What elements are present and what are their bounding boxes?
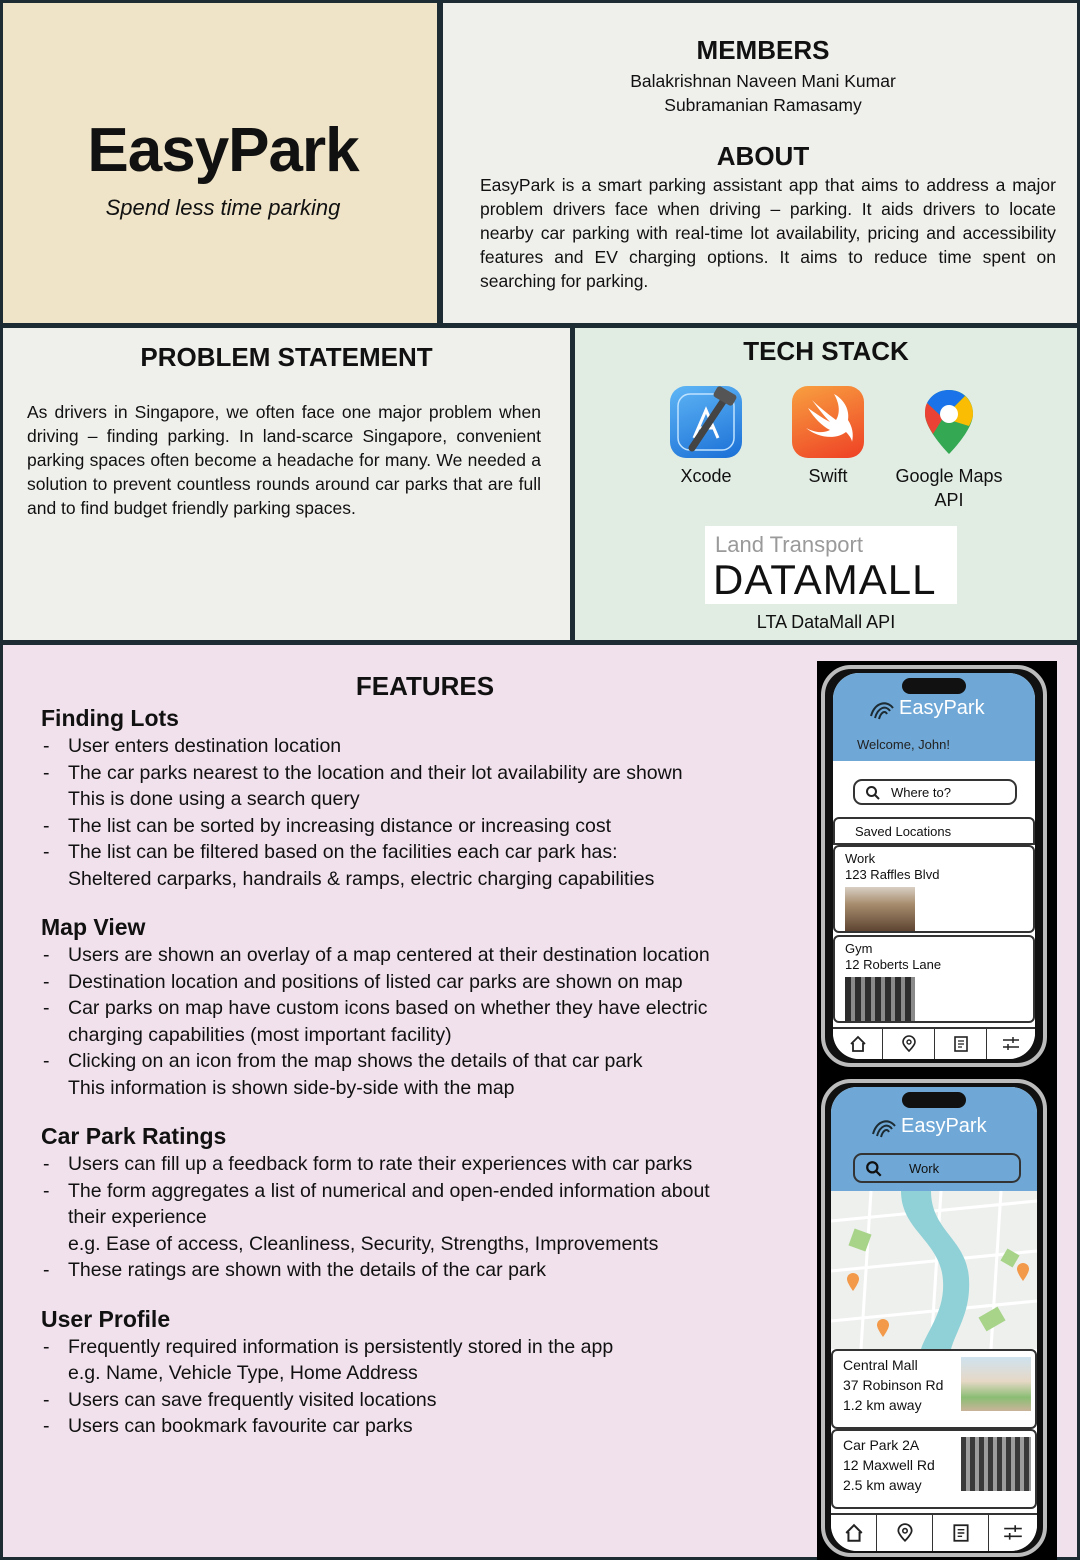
tab-list[interactable]: [933, 1515, 989, 1551]
list-item[interactable]: [833, 845, 1035, 933]
swift-icon: [792, 386, 864, 458]
xcode-icon: [670, 386, 742, 458]
feature-bullet-line: their experience: [68, 1206, 207, 1228]
feature-section: [41, 1304, 801, 1440]
members-list: [443, 69, 1080, 117]
tab-list[interactable]: [935, 1029, 987, 1059]
feature-bullet-line: - Users can fill up a feedback form to rate their experiences with car parks: [68, 1153, 693, 1175]
tab-home[interactable]: [831, 1515, 877, 1551]
member-name: Balakrishnan Naveen Mani Kumar: [630, 71, 896, 91]
phone-logo: EasyPark: [869, 697, 985, 720]
welcome-text: Welcome, John!: [857, 737, 950, 752]
feature-bullet: [41, 995, 801, 1048]
app-tagline: Spend less time parking: [105, 195, 341, 220]
list-item[interactable]: [831, 1349, 1037, 1429]
google-maps-icon: [913, 386, 985, 458]
tab-settings[interactable]: [987, 1029, 1035, 1059]
home-icon: [844, 1523, 864, 1543]
tech-label: Xcode: [680, 466, 732, 486]
tab-settings[interactable]: [989, 1515, 1037, 1551]
saved-location-name: Gym: [845, 941, 873, 956]
saved-location-address: 123 Raffles Blvd: [845, 867, 940, 882]
feature-section-title: Map View: [41, 914, 146, 940]
sliders-icon: [1001, 1035, 1021, 1053]
search-placeholder: Where to?: [891, 785, 951, 800]
app-title: EasyPark: [87, 116, 359, 185]
about-heading: ABOUT: [716, 141, 810, 171]
feature-bullet-line: - Users are shown an overlay of a map centered at their destination location: [68, 944, 710, 966]
feature-bullet-line: - The car parks nearest to the location and their lot availability are shown: [68, 761, 683, 784]
tab-map[interactable]: [877, 1515, 933, 1551]
feature-bullet-line: This is done using a search query: [68, 788, 360, 810]
feature-bullet: [41, 1334, 801, 1387]
feature-bullet-line: e.g. Ease of access, Cleanliness, Security, Strengths, Improvements: [68, 1232, 659, 1255]
phone-logo: EasyPark: [871, 1115, 987, 1138]
feature-section: [41, 703, 801, 892]
feature-bullet: [41, 1151, 801, 1178]
tab-home[interactable]: [833, 1029, 883, 1059]
feature-bullet-line: Sheltered carparks, handrails & ramps, electric charging capabilities: [68, 867, 655, 890]
feature-bullet-line: - The form aggregates a list of numerical and open-ended information about: [68, 1179, 710, 1202]
feature-bullet-line: - Clicking on an icon from the map shows the details of that car park: [68, 1050, 643, 1072]
feature-section-title: User Profile: [41, 1305, 171, 1332]
problem-panel: [0, 325, 573, 643]
document-icon: [952, 1035, 970, 1053]
member-name: Subramanian Ramasamy: [664, 95, 862, 115]
title-panel: [0, 0, 440, 326]
datamall-label: LTA DataMall API: [756, 612, 896, 632]
members-about-panel: [440, 0, 1080, 326]
feature-bullet-line: - Users can bookmark favourite car parks: [68, 1415, 413, 1437]
feature-bullet: [41, 813, 801, 840]
problem-text: As drivers in Singapore, we often face one major problem when driving – finding parking. In land-scarce Singapore, convenient parking spaces often become a headache for many. We needed a solution to prevent countless rounds around car parks that are full and to find budget friendly parking spaces.: [27, 402, 541, 518]
saved-location-name: Work: [845, 851, 876, 866]
location-pin-icon: [895, 1523, 915, 1543]
feature-bullet-line: - Frequently required information is persistently stored in the app: [68, 1335, 614, 1358]
feature-bullet-line: charging capabilities (most important facility): [68, 1023, 452, 1046]
datamall-logo: [705, 526, 957, 604]
feature-bullet: [41, 942, 801, 969]
location-thumbnail: [845, 887, 915, 931]
feature-bullet: [41, 760, 801, 813]
tech-item-xcode: [641, 386, 771, 488]
feature-bullet-line: - User enters destination location: [68, 735, 342, 757]
feature-bullet: [41, 969, 801, 996]
list-item[interactable]: [831, 1429, 1037, 1509]
feature-bullet-line: - Destination location and positions of listed car parks are shown on map: [68, 970, 683, 993]
map-view[interactable]: [831, 1191, 1037, 1349]
carpark-name: Car Park 2A: [843, 1437, 920, 1453]
feature-bullet-line: - These ratings are shown with the details of the car park: [68, 1259, 546, 1281]
logo-swirl-icon: [871, 1116, 897, 1138]
carpark-thumbnail: [961, 1437, 1031, 1491]
feature-section-title: Finding Lots: [41, 705, 179, 731]
tab-bar: [833, 1027, 1035, 1059]
phone-screen: [831, 1087, 1037, 1551]
carpark-thumbnail: [961, 1357, 1031, 1411]
tech-item-google-maps: [884, 386, 1014, 512]
feature-bullet: [41, 733, 801, 760]
carpark-distance: 1.2 km away: [843, 1397, 922, 1413]
feature-section: [41, 912, 801, 1101]
phone-mockup-map: [817, 1073, 1057, 1560]
datamall-logo-bottom: DATAMALL: [713, 556, 937, 603]
saved-location-address: 12 Roberts Lane: [845, 957, 942, 972]
feature-section-title: Car Park Ratings: [41, 1123, 227, 1149]
tech-heading: TECH STACK: [743, 336, 909, 366]
list-item[interactable]: [833, 935, 1035, 1023]
feature-bullet: [41, 839, 801, 892]
feature-bullet: [41, 1048, 801, 1101]
carpark-distance: 2.5 km away: [843, 1477, 922, 1493]
feature-bullet: [41, 1178, 801, 1258]
feature-bullet: [41, 1257, 801, 1284]
feature-bullet-line: This information is shown side-by-side with the map: [68, 1076, 515, 1099]
feature-bullet-line: - The list can be filtered based on the facilities each car park has:: [68, 841, 618, 863]
members-heading: MEMBERS: [696, 35, 830, 65]
search-input[interactable]: [853, 779, 1017, 805]
tech-stack-panel: [572, 325, 1080, 643]
logo-swirl-icon: [869, 698, 895, 720]
features-panel: [0, 642, 1080, 1560]
tab-map[interactable]: [883, 1029, 935, 1059]
feature-bullet-line: - The list can be sorted by increasing distance or increasing cost: [68, 814, 612, 837]
feature-bullet-line: - Car parks on map have custom icons based on whether they have electric: [68, 997, 708, 1019]
sliders-icon: [1002, 1523, 1024, 1543]
carpark-address: 37 Robinson Rd: [843, 1377, 944, 1393]
tech-label: Google Maps API: [895, 466, 1003, 510]
document-icon: [951, 1523, 971, 1543]
phone-mockup-home: [817, 661, 1057, 1073]
map-illustration: [831, 1191, 1037, 1349]
feature-bullet: [41, 1413, 801, 1440]
feature-bullet-line: e.g. Name, Vehicle Type, Home Address: [68, 1362, 418, 1384]
about-text: EasyPark is a smart parking assistant app that aims to address a major problem drivers face when driving – parking. It aids drivers to locate nearby car parking with real-time lot availability, pricing and accessibility features and EV charging options. It aims to reduce time spent on searching for parking.: [480, 175, 1056, 291]
search-icon: [865, 1160, 883, 1178]
tab-bar: [831, 1513, 1037, 1551]
tech-label: Swift: [808, 466, 848, 486]
phone-screen: [833, 673, 1035, 1059]
feature-bullet-line: - Users can save frequently visited locations: [68, 1388, 437, 1411]
feature-section: [41, 1121, 801, 1284]
search-input[interactable]: [853, 1153, 1021, 1183]
location-pin-icon: [900, 1035, 918, 1053]
problem-heading: PROBLEM STATEMENT: [140, 342, 433, 372]
saved-locations-header: Saved Locations: [833, 817, 1035, 845]
search-value: Work: [909, 1161, 940, 1176]
features-heading: FEATURES: [355, 671, 495, 701]
search-icon: [865, 785, 881, 801]
datamall-logo-top: Land Transport: [715, 532, 863, 557]
features-list: [41, 703, 801, 1460]
feature-bullet: [41, 1387, 801, 1414]
carpark-name: Central Mall: [843, 1357, 918, 1373]
tech-item-swift: [763, 386, 893, 488]
location-thumbnail: [845, 977, 915, 1021]
home-icon: [849, 1035, 867, 1053]
carpark-address: 12 Maxwell Rd: [843, 1457, 935, 1473]
